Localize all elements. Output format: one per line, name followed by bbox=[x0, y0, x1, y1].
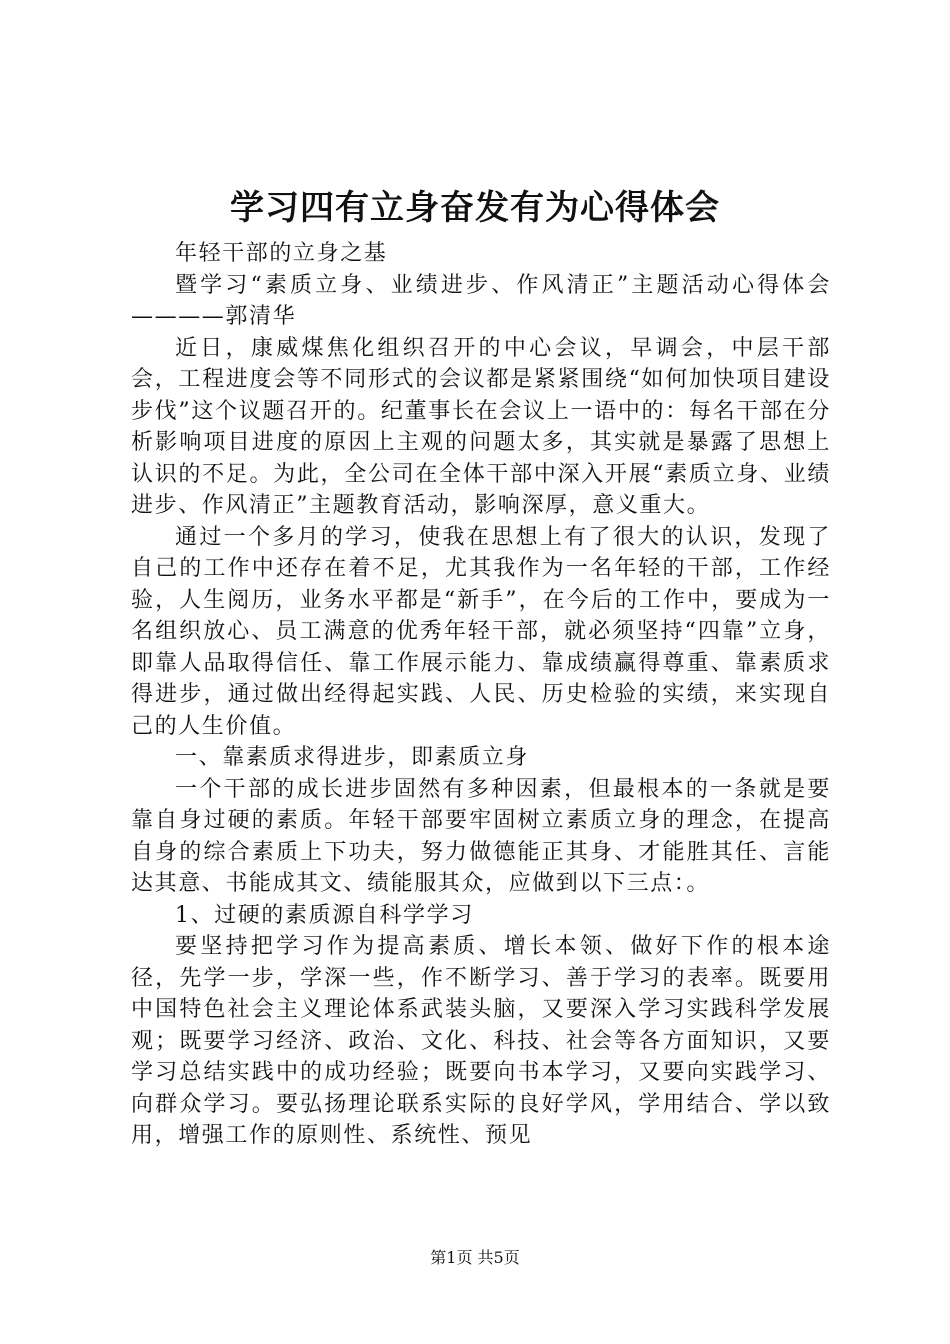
page-footer: 第1页 共5页 bbox=[430, 1248, 520, 1267]
subtitle-paragraph: 暨学习“素质立身、业绩进步、作风清正”主题活动心得体会————郭清华 bbox=[131, 272, 831, 329]
subtitle-paragraph: 年轻干部的立身之基 bbox=[175, 241, 388, 266]
body-paragraph: 近日，康威煤焦化组织召开的中心会议，早调会，中层干部会，工程进度会等不同形式的会议都是紧紧围绕“如何加快项目建设步伐”这个议题召开的。纪董事长在会议上一语中的：每名干部在分析影响项目进度的原因上主观的问题太多，其实就是暴露了思想上认识的不足。为此，全公司在全体干部中深入开展“素质立身、业绩进步、作风清正”主题教育活动，影响深厚，意义重大。 bbox=[131, 335, 831, 518]
section-heading: 一、靠素质求得进步，即素质立身 bbox=[175, 745, 530, 770]
body-paragraph: 通过一个多月的学习，使我在思想上有了很大的认识，发现了自己的工作中还存在着不足，尤其我作为一名年轻的干部，工作经验，人生阅历，业务水平都是“新手”，在今后的工作中，要成为一名组织放心、员工满意的优秀年轻干部，就必须坚持“四靠”立身，即靠人品取得信任、靠工作展示能力、靠成绩赢得尊重、靠素质求得进步，通过做出经得起实践、人民、历史检验的实绩，来实现自己的人生价值。 bbox=[131, 524, 831, 739]
document-body bbox=[131, 238, 831, 1152]
subsection-heading: 1、过硬的素质源自科学学习 bbox=[175, 902, 474, 928]
body-paragraph: 一个干部的成长进步固然有多种因素，但最根本的一条就是要靠自身过硬的素质。年轻干部要牢固树立素质立身的理念，在提高自身的综合素质上下功夫，努力做德能正其身、才能胜其任、言能达其意、书能成其文、绩能服其众，应做到以下三点：。 bbox=[131, 776, 831, 896]
body-paragraph: 要坚持把学习作为提高素质、增长本领、做好下作的根本途径，先学一步，学深一些，作不断学习、善于学习的表率。既要用中国特色社会主义理论体系武装头脑，又要深入学习实践科学发展观；既要学习经济、政治、文化、科技、社会等各方面知识，又要学习总结实践中的成功经验；既要向书本学习，又要向实践学习、向群众学习。要弘扬理论联系实际的良好学风，学用结合、学以致用，增强工作的原则性、系统性、预见 bbox=[131, 934, 831, 1148]
document-title: 学习四有立身奋发有为心得体会 bbox=[230, 188, 720, 228]
